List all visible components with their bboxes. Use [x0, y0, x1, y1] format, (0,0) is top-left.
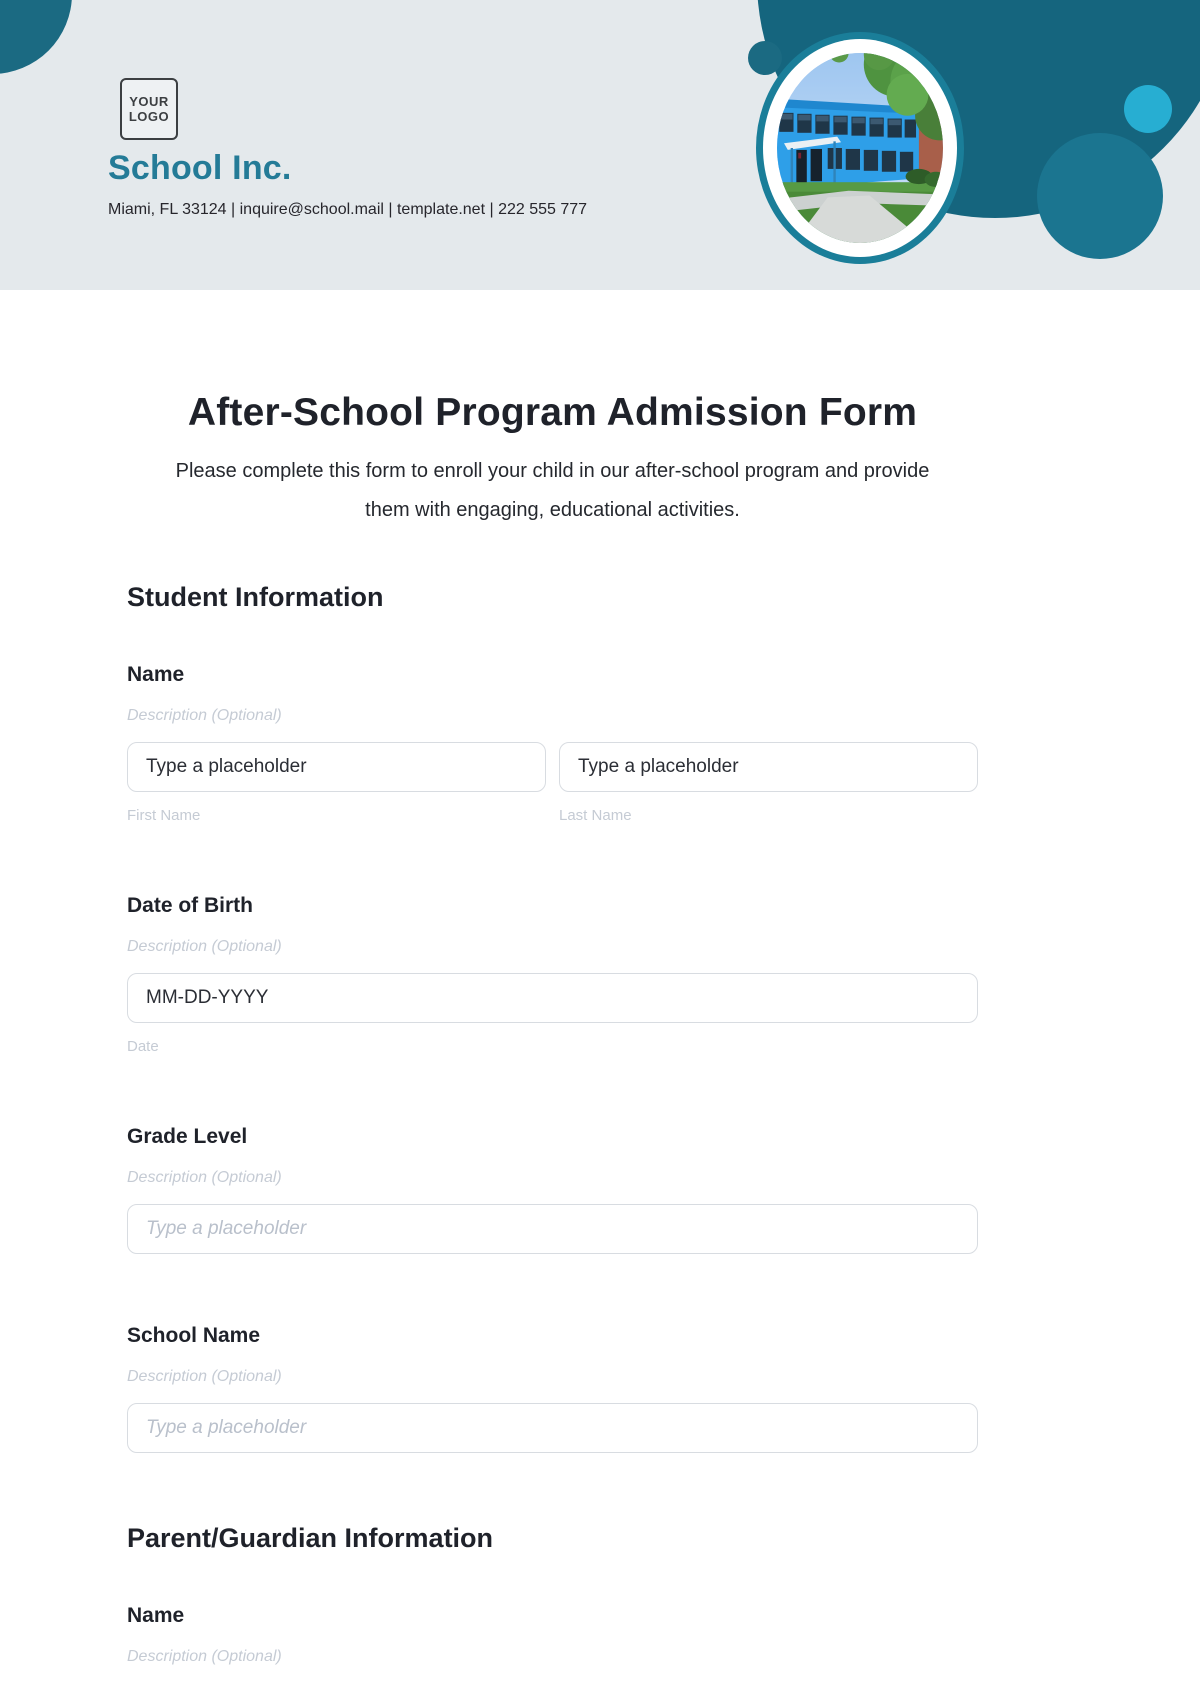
field-group-school-name: [127, 1324, 978, 1453]
dob-column: [127, 973, 978, 1055]
school-photo-inner-ring: [763, 39, 957, 257]
company-name: School Inc.: [108, 149, 292, 187]
logo-text-line1: YOUR: [129, 94, 169, 109]
field-description: Description (Optional): [127, 1648, 282, 1665]
school-input-row: [127, 1403, 978, 1453]
logo-text-line2: LOGO: [128, 109, 170, 124]
first-name-sublabel: First Name: [127, 807, 201, 824]
decor-circle-dot: [748, 41, 782, 75]
field-description: Description (Optional): [127, 1368, 282, 1385]
grade-level-input[interactable]: [127, 1204, 978, 1254]
contact-line: Miami, FL 33124 | inquire@school.mail | template.net | 222 555 777: [108, 201, 588, 218]
field-group-parent-name: [127, 1604, 978, 1666]
field-group-student-name: [127, 663, 978, 824]
grade-input-row: [127, 1204, 978, 1254]
dob-input-row: [127, 973, 978, 1055]
page-subtitle-line2: them with engaging, educational activities.: [365, 499, 740, 521]
first-name-input[interactable]: [127, 742, 546, 792]
field-group-date-of-birth: [127, 894, 978, 1055]
field-description: Description (Optional): [127, 707, 282, 724]
decor-circle-cyan: [1124, 85, 1172, 133]
field-description: Description (Optional): [127, 938, 282, 955]
field-label: Name: [127, 663, 185, 686]
form-content: [127, 390, 978, 1666]
field-label: Name: [127, 1604, 185, 1627]
school-photo-frame: [756, 32, 964, 264]
brand-block: [108, 78, 587, 219]
logo-placeholder: [120, 78, 178, 140]
date-of-birth-input[interactable]: [127, 973, 978, 1023]
last-name-sublabel: Last Name: [559, 807, 632, 824]
field-group-grade-level: [127, 1125, 978, 1254]
grade-column: [127, 1204, 978, 1254]
page-title: After-School Program Admission Form: [187, 391, 918, 434]
field-label: Date of Birth: [127, 894, 253, 917]
section-heading-parent-guardian-information: Parent/Guardian Information: [127, 1523, 494, 1553]
school-name-input[interactable]: [127, 1403, 978, 1453]
date-sublabel: Date: [127, 1038, 159, 1055]
field-label: Grade Level: [127, 1125, 248, 1148]
decor-circle-medium: [1037, 133, 1163, 259]
school-column: [127, 1403, 978, 1453]
decor-circle-topleft: [0, 0, 72, 74]
last-name-column: [559, 742, 978, 824]
first-name-column: [127, 742, 546, 824]
field-label: School Name: [127, 1324, 261, 1347]
page-subtitle-line1: Please complete this form to enroll your child in our after-school program and provide: [175, 460, 930, 482]
letterhead: [0, 0, 1200, 290]
section-heading-student-information: Student Information: [127, 582, 384, 612]
school-photo-illustration: [777, 53, 943, 243]
name-input-row: [127, 742, 978, 824]
last-name-input[interactable]: [559, 742, 978, 792]
field-description: Description (Optional): [127, 1169, 282, 1186]
school-photo: [777, 53, 943, 243]
page-subtitle: [133, 452, 973, 530]
